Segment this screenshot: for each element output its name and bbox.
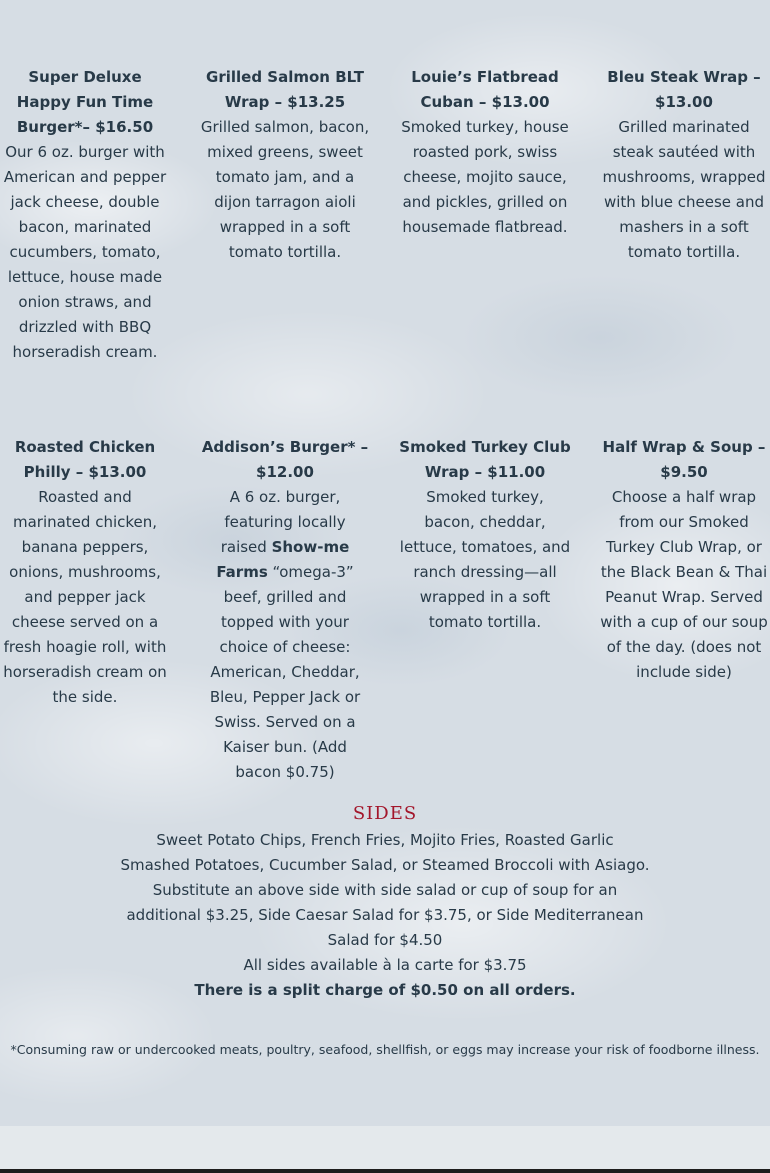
sides-list: Sweet Potato Chips, French Fries, Mojito Fries, Roasted Garlic Smashed Potatoes, Cucumber Salad, or Steamed Broccoli with Asiago. <box>120 831 650 874</box>
sides-heading: SIDES <box>352 803 418 824</box>
menu-item-bleu-steak-wrap <box>599 65 769 265</box>
menu-item-description: Our 6 oz. burger with American and pepper jack cheese, double bacon, marinated cucumbers, tomato, lettuce, house made onion straws, and drizzled with BBQ horseradish cream. <box>3 143 167 361</box>
sides-section <box>120 800 650 1003</box>
menu-item-description: Grilled marinated steak sautéed with mushrooms, wrapped with blue cheese and mashers in a soft tomato tortilla. <box>602 118 766 261</box>
farm-name-highlight: Show-me Farms <box>216 538 350 581</box>
sides-a-la-carte-note: All sides available à la carte for $3.75 <box>243 956 527 974</box>
menu-item-description: Roasted and marinated chicken, banana peppers, onions, mushrooms, and pepper jack cheese served on a fresh hoagie roll, with horseradish cream on the side. <box>3 488 167 706</box>
menu-item-description <box>199 485 371 785</box>
menu-item-description: Grilled salmon, bacon, mixed greens, sweet tomato jam, and a dijon tarragon aioli wrapped in a soft tomato tortilla. <box>200 118 370 261</box>
split-charge-note: There is a split charge of $0.50 on all orders. <box>194 981 576 999</box>
menu-item-addisons-burger <box>199 435 371 785</box>
menu-item-louies-flatbread-cuban <box>399 65 571 240</box>
description-text: A 6 oz. burger, featuring locally raised <box>220 488 346 556</box>
menu-item-title: Louie’s Flatbread Cuban – $13.00 <box>411 68 559 111</box>
menu-item-description: Smoked turkey, bacon, cheddar, lettuce, tomatoes, and ranch dressing—all wrapped in a soft tomato tortilla. <box>399 488 571 631</box>
sides-substitute-note: Substitute an above side with side salad or cup of soup for an additional $3.25, Side Caesar Salad for $3.75, or Side Mediterranean Salad for $4.50 <box>126 881 644 949</box>
menu-item-grilled-salmon-blt-wrap <box>199 65 371 265</box>
menu-item-title: Addison’s Burger* – $12.00 <box>201 438 369 481</box>
description-text: “omega-3” beef, grilled and topped with your choice of cheese: American, Cheddar, Bleu, Pepper Jack or Swiss. Served on a Kaiser bun. (Add bacon $0.75) <box>209 563 361 781</box>
menu-item-title: Super Deluxe Happy Fun Time Burger*– $16.50 <box>16 68 154 136</box>
footer-divider <box>0 1169 770 1173</box>
footer-band <box>0 1126 770 1169</box>
menu-item-half-wrap-and-soup <box>599 435 769 685</box>
menu-item-smoked-turkey-club-wrap <box>399 435 571 635</box>
menu-item-title: Grilled Salmon BLT Wrap – $13.25 <box>206 68 364 111</box>
menu-item-title: Bleu Steak Wrap – $13.00 <box>607 68 761 111</box>
menu-item-super-deluxe-burger <box>0 65 170 365</box>
menu-item-title: Smoked Turkey Club Wrap – $11.00 <box>399 438 571 481</box>
menu-item-description: Choose a half wrap from our Smoked Turkey Club Wrap, or the Black Bean & Thai Peanut Wrap. Served with a cup of our soup of the day. (does not include side) <box>600 488 768 681</box>
menu-item-title: Half Wrap & Soup – $9.50 <box>602 438 766 481</box>
menu-item-title: Roasted Chicken Philly – $13.00 <box>14 438 156 481</box>
menu-item-description: Smoked turkey, house roasted pork, swiss cheese, mojito sauce, and pickles, grilled on housemade flatbread. <box>401 118 569 236</box>
menu-item-roasted-chicken-philly <box>0 435 170 710</box>
foodborne-illness-disclaimer: *Consuming raw or undercooked meats, poultry, seafood, shellfish, or eggs may increase your risk of foodborne illness. <box>10 1042 760 1057</box>
